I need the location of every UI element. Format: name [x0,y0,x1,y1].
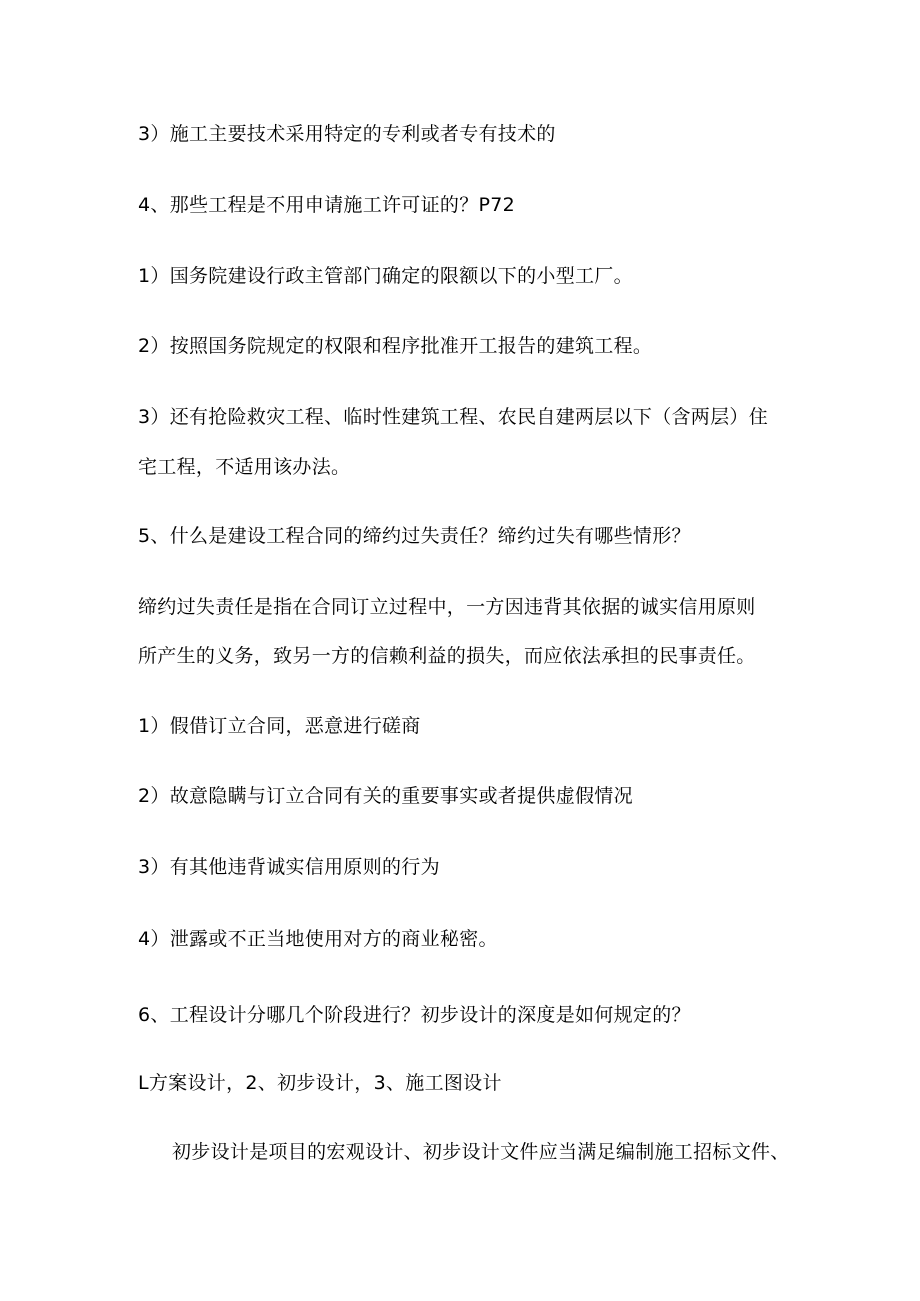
text-line: 初步设计是项目的宏观设计、初步设计文件应当满足编制施工招标文件、 [172,1141,790,1163]
question-heading: 4、那些工程是不用申请施工许可证的？P72 [138,194,516,216]
text-line: 所产生的义务，致另一方的信赖利益的损失，而应依法承担的民事责任。 [138,645,756,667]
text-line: 4）泄露或不正当地使用对方的商业秘密。 [138,928,498,950]
text-line: 1）国务院建设行政主管部门确定的限额以下的小型工厂。 [138,265,633,287]
text-line: 缔约过失责任是指在合同订立过程中，一方因违背其依据的诚实信用原则 [138,596,756,618]
text-line: 2）按照国务院规定的权限和程序批准开工报告的建筑工程。 [138,335,653,357]
question-heading: 5、什么是建设工程合同的缔约过失责任？缔约过失有哪些情形？ [138,525,691,547]
text-line: 3）施工主要技术采用特定的专利或者专有技术的 [138,123,556,145]
text-line: 3）还有抢险救灾工程、临时性建筑工程、农民自建两层以下（含两层）住 [138,406,768,428]
text-line: 3）有其他违背诚实信用原则的行为 [138,856,440,878]
text-line: 1）假借订立合同，恶意进行磋商 [138,715,421,737]
text-line: 宅工程，不适用该办法。 [138,456,351,478]
text-line: 2）故意隐瞒与订立合同有关的重要事实或者提供虚假情况 [138,785,633,807]
question-heading: 6、工程设计分哪几个阶段进行？初步设计的深度是如何规定的？ [138,1004,691,1026]
text-line: L方案设计，2、初步设计，3、施工图设计 [138,1072,502,1094]
